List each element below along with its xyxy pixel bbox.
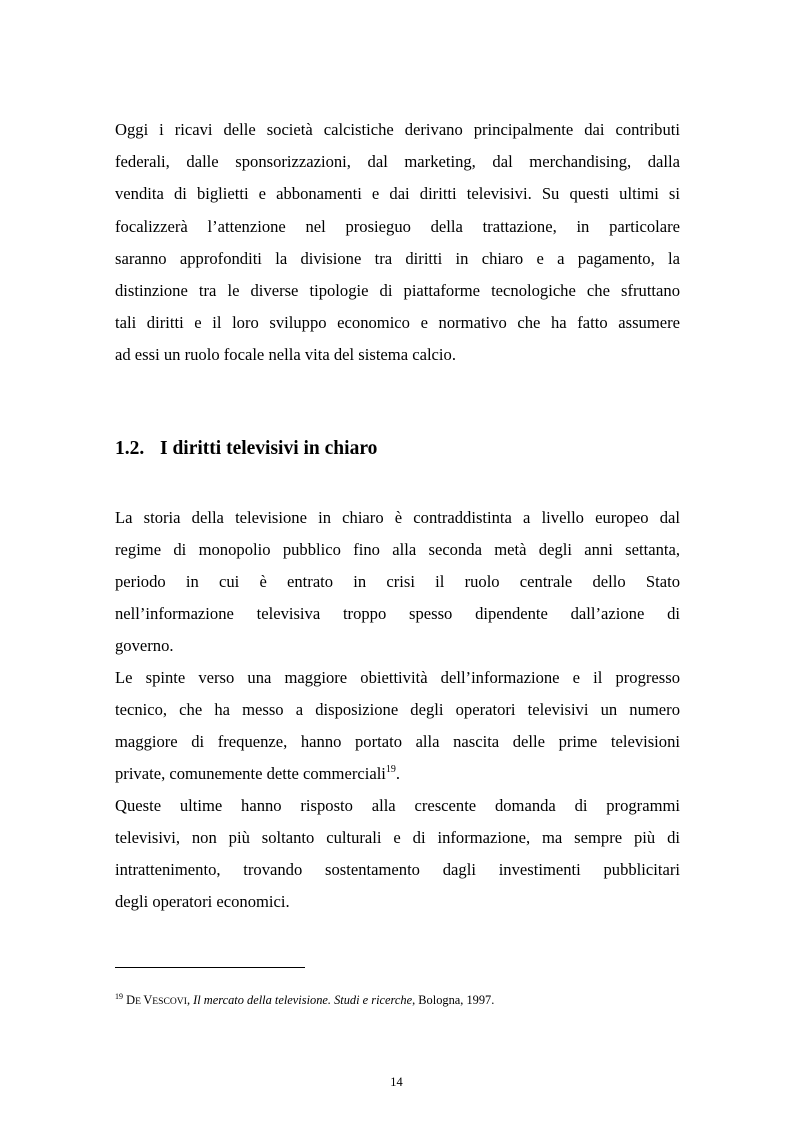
section-title: I diritti televisivi in chiaro: [160, 438, 378, 459]
text-line: Oggi i ricavi delle società calcistiche derivano principalmente dai contributi: [115, 120, 680, 139]
text-line: vendita di biglietti e abbonamenti e dai diritti televisivi. Su questi ultimi si: [115, 184, 680, 203]
text-fragment: .: [395, 764, 401, 783]
text-line: saranno approfonditi la divisione tra diritti in chiaro e a pagamento, la: [115, 249, 680, 268]
text-line: intrattenimento, trovando sostentamento dagli investimenti pubblicitari: [115, 860, 680, 879]
text-line: televisivi, non più soltanto culturali e di informazione, ma sempre più di: [115, 828, 680, 847]
text-line: federali, dalle sponsorizzazioni, dal marketing, dal merchandising, dalla: [115, 152, 680, 171]
footnote-reference[interactable]: 19: [385, 764, 396, 775]
section-number: 1.2.: [115, 438, 145, 459]
footnote-number: 19: [115, 992, 123, 1001]
text-line: Le spinte verso una maggiore obiettività dell’informazione e il progresso: [115, 668, 680, 687]
text-line: regime di monopolio pubblico fino alla seconda metà degli anni settanta,: [115, 540, 680, 559]
text-line: Queste ultime hanno risposto alla crescente domanda di programmi: [115, 796, 680, 815]
footnote-separator: ,: [186, 993, 194, 1007]
footnote-divider: [115, 967, 305, 968]
page-number: 14: [390, 1075, 403, 1089]
text-line: maggiore di frequenze, hanno portato alla nascita delle prime televisioni: [115, 732, 680, 751]
text-line: governo.: [115, 636, 174, 655]
text-line: periodo in cui è entrato in crisi il ruolo centrale dello Stato: [115, 572, 680, 591]
footnote-publisher: , Bologna, 1997.: [412, 993, 495, 1007]
text-line: distinzione tra le diverse tipologie di piattaforme tecnologiche che sfruttano: [115, 281, 680, 300]
text-line: tali diritti e il loro sviluppo economico e normativo che ha fatto assumere: [115, 313, 680, 332]
text-line: degli operatori economici.: [115, 892, 290, 911]
footnote-author: DE VESCOVI: [126, 993, 187, 1007]
text-line: focalizzerà l’attenzione nel prosieguo della trattazione, in particolare: [115, 217, 680, 236]
footnote-title: Il mercato della televisione. Studi e ricerche: [193, 993, 413, 1007]
text-line: tecnico, che ha messo a disposizione degli operatori televisivi un numero: [115, 700, 680, 719]
text-line: La storia della televisione in chiaro è contraddistinta a livello europeo dal: [115, 508, 680, 527]
text-line: ad essi un ruolo focale nella vita del sistema calcio.: [115, 345, 456, 364]
text-line: [115, 764, 680, 784]
section-heading: [115, 437, 377, 461]
text-line: nell’informazione televisiva troppo spesso dipendente dall’azione di: [115, 604, 680, 623]
footnote: [115, 993, 494, 1009]
text-fragment: private, comunemente dette commerciali: [115, 764, 386, 783]
